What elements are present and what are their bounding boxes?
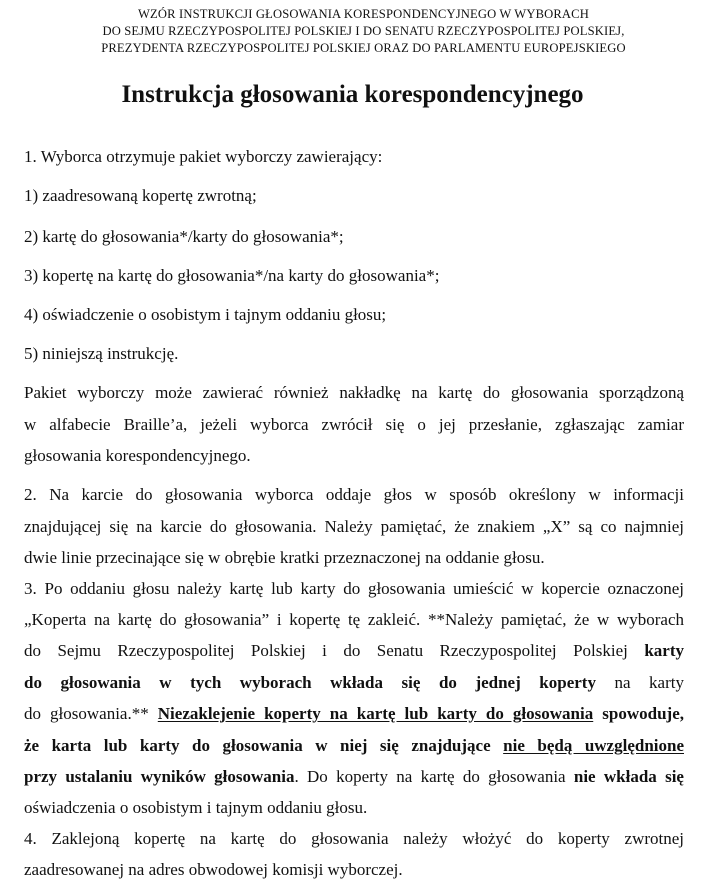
- list-item: 4) oświadczenie o osobistym i tajnym oddaniu głosu;: [24, 305, 387, 324]
- header-line: DO SEJMU RZECZYPOSPOLITEJ POLSKIEJ I DO SENATU RZECZYPOSPOLITEJ POLSKIEJ,: [102, 24, 625, 38]
- section-3-line: [24, 767, 684, 787]
- section-3-line: [24, 736, 684, 756]
- list-item: 5) niniejszą instrukcję.: [24, 344, 179, 363]
- section-4-line: zaadresowanej na adres obwodowej komisji wyborczej.: [24, 860, 403, 879]
- bold-underline-wrapper: [158, 704, 593, 723]
- underlined-warning: Niezaklejenie koperty na kartę lub karty do głosowania: [157, 704, 594, 723]
- section-2-line: 2. Na karcie do głosowania wyborca oddaje głos w sposób określony w informacji: [24, 485, 684, 504]
- bold-text: że karta lub karty do głosowania w niej się znajdujące: [24, 736, 504, 755]
- header-line: WZÓR INSTRUKCJI GŁOSOWANIA KORESPONDENCYJNEGO W WYBORACH: [138, 7, 589, 21]
- text-span: na karty: [595, 673, 684, 692]
- section-3-line: „Koperta na kartę do głosowania” i kopertę tę zakleić. **Należy pamiętać, że w wyborach: [24, 610, 684, 629]
- section-3-line: [24, 673, 684, 693]
- list-item: 3) kopertę na kartę do głosowania*/na karty do głosowania*;: [24, 266, 440, 285]
- text-span: do głosowania.**: [24, 704, 158, 723]
- bold-text: spowoduje,: [593, 704, 684, 723]
- section-4-line: 4. Zaklejoną kopertę na kartę do głosowania należy włożyć do koperty zwrotnej: [24, 829, 684, 848]
- list-item: 1) zaadresowaną kopertę zwrotną;: [24, 186, 257, 205]
- underlined-warning: nie będą uwzględnione: [503, 736, 684, 755]
- braille-paragraph-line: Pakiet wyborczy może zawierać również nakładkę na kartę do głosowania sporządzoną: [24, 383, 684, 402]
- header-line: PREZYDENTA RZECZYPOSPOLITEJ POLSKIEJ ORAZ DO PARLAMENTU EUROPEJSKIEGO: [101, 41, 626, 55]
- text-span: do Sejmu Rzeczypospolitej Polskiej i do Senatu Rzeczypospolitej Polskiej: [24, 641, 645, 660]
- braille-paragraph-line: głosowania korespondencyjnego.: [24, 446, 251, 465]
- list-item: 2) kartę do głosowania*/karty do głosowania*;: [24, 227, 344, 246]
- bold-text: karty: [644, 641, 684, 660]
- text-span: . Do koperty na kartę do głosowania: [294, 767, 574, 786]
- section-1-intro: 1. Wyborca otrzymuje pakiet wyborczy zawierający:: [24, 147, 383, 166]
- section-3-line: oświadczenia o osobistym i tajnym oddaniu głosu.: [24, 798, 368, 817]
- section-3-line: [24, 641, 684, 661]
- bold-text: nie wkłada się: [573, 767, 684, 786]
- section-2-line: dwie linie przecinające się w obrębie kratki przeznaczonej na oddanie głosu.: [24, 548, 545, 567]
- section-2-line: znajdującej się na karcie do głosowania. Należy pamiętać, że znakiem „X” są co najmniej: [24, 517, 684, 536]
- document-header: [0, 6, 727, 57]
- braille-paragraph-line: w alfabecie Braille’a, jeżeli wyborca zwrócił się o jej przesłanie, zgłaszając zamiar: [24, 415, 684, 434]
- section-3-line: 3. Po oddaniu głosu należy kartę lub karty do głosowania umieścić w kopercie oznaczonej: [24, 579, 684, 598]
- section-3-line: [24, 704, 684, 724]
- bold-underline-wrapper: [503, 736, 684, 755]
- bold-text: przy ustalaniu wyników głosowania: [24, 767, 295, 786]
- document-title: Instrukcja głosowania korespondencyjnego: [121, 81, 584, 108]
- bold-text: do głosowania w tych wyborach wkłada się do jednej koperty: [24, 673, 596, 692]
